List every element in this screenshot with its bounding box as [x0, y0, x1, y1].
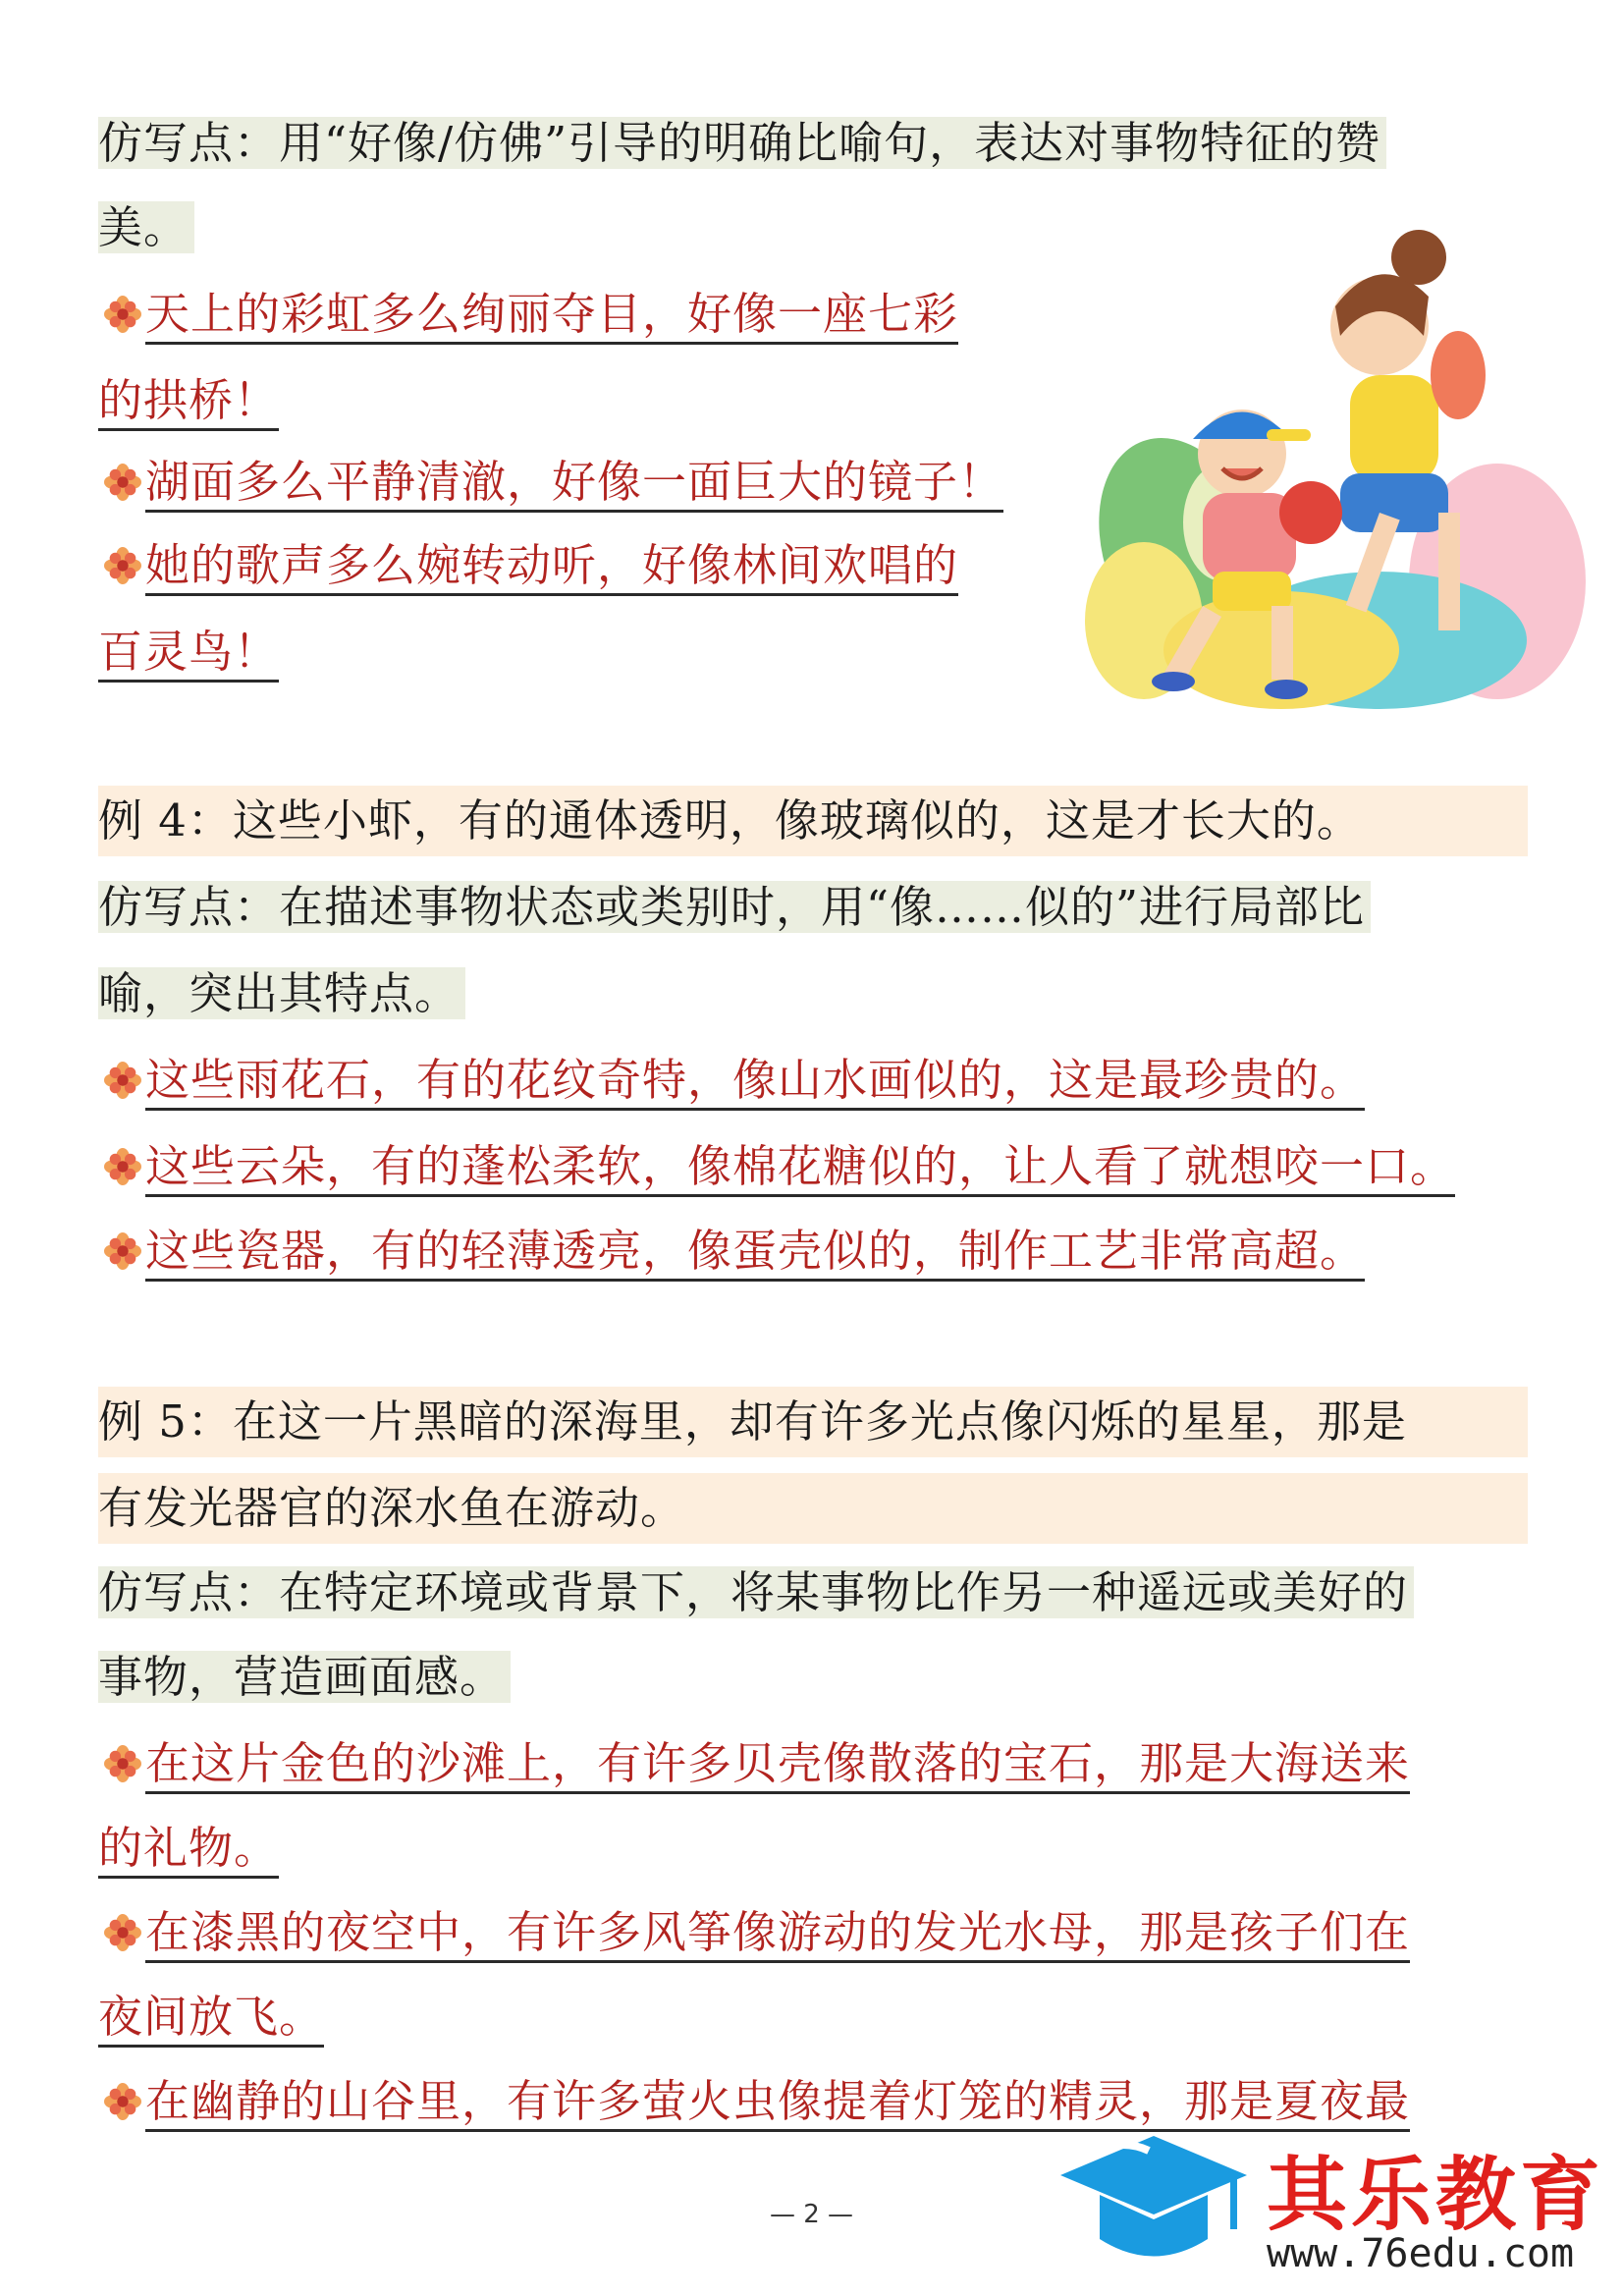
example-sentence: 天上的彩虹多么绚丽夺目，好像一座七彩	[98, 279, 958, 350]
graduation-cap-icon	[1055, 2131, 1252, 2278]
brand-url: www.76edu.com	[1267, 2231, 1575, 2276]
example-sentence: 的礼物。	[98, 1813, 279, 1884]
brand-name: 其乐教育	[1267, 2149, 1605, 2242]
example-sentence: 在漆黑的夜空中，有许多风筝像游动的发光水母，那是孩子们在	[98, 1897, 1410, 1968]
flower-icon	[104, 296, 141, 333]
example-sentence: 这些瓷器，有的轻薄透亮，像蛋壳似的，制作工艺非常高超。	[98, 1216, 1365, 1286]
flower-icon	[104, 1062, 141, 1099]
page-number: — 2 —	[769, 2200, 854, 2229]
tip-line: 仿写点：在特定环境或背景下，将某事物比作另一种遥远或美好的	[98, 1558, 1414, 1628]
example-sentence: 在幽静的山谷里，有许多萤火虫像提着灯笼的精灵，那是夏夜最	[98, 2066, 1410, 2137]
flower-icon	[104, 547, 141, 584]
tip-line: 美。	[98, 192, 194, 263]
example-line: 有发光器官的深水鱼在游动。	[98, 1473, 1528, 1544]
example-sentence: 百灵鸟！	[98, 617, 279, 687]
tip-line: 喻，突出其特点。	[98, 958, 465, 1029]
children-running-illustration	[1085, 228, 1596, 719]
example-sentence: 这些雨花石，有的花纹奇特，像山水画似的，这是最珍贵的。	[98, 1045, 1365, 1116]
flower-icon	[104, 464, 141, 501]
example-sentence: 这些云朵，有的蓬松柔软，像棉花糖似的，让人看了就想咬一口。	[98, 1131, 1455, 1202]
example-sentence: 在这片金色的沙滩上，有许多贝壳像散落的宝石，那是大海送来	[98, 1728, 1410, 1799]
example-line: 例 4：这些小虾，有的通体透明，像玻璃似的，这是才长大的。	[98, 786, 1528, 856]
example-sentence: 夜间放飞。	[98, 1982, 324, 2052]
example-sentence: 的拱桥！	[98, 365, 279, 436]
flower-icon	[104, 1232, 141, 1270]
tip-line: 仿写点：在描述事物状态或类别时，用“像……似的”进行局部比	[98, 872, 1371, 943]
example-sentence: 她的歌声多么婉转动听，好像林间欢唱的	[98, 530, 958, 601]
tip-line: 事物，营造画面感。	[98, 1642, 511, 1713]
flower-icon	[104, 2083, 141, 2120]
example-sentence: 湖面多么平静清澈，好像一面巨大的镜子！	[98, 447, 1003, 518]
example-line: 例 5：在这一片黑暗的深海里，却有许多光点像闪烁的星星，那是	[98, 1387, 1528, 1457]
flower-icon	[104, 1745, 141, 1782]
flower-icon	[104, 1914, 141, 1951]
brand-logo	[1055, 2131, 1605, 2288]
flower-icon	[104, 1148, 141, 1185]
tip-line: 仿写点：用“好像/仿佛”引导的明确比喻句，表达对事物特征的赞	[98, 108, 1386, 179]
